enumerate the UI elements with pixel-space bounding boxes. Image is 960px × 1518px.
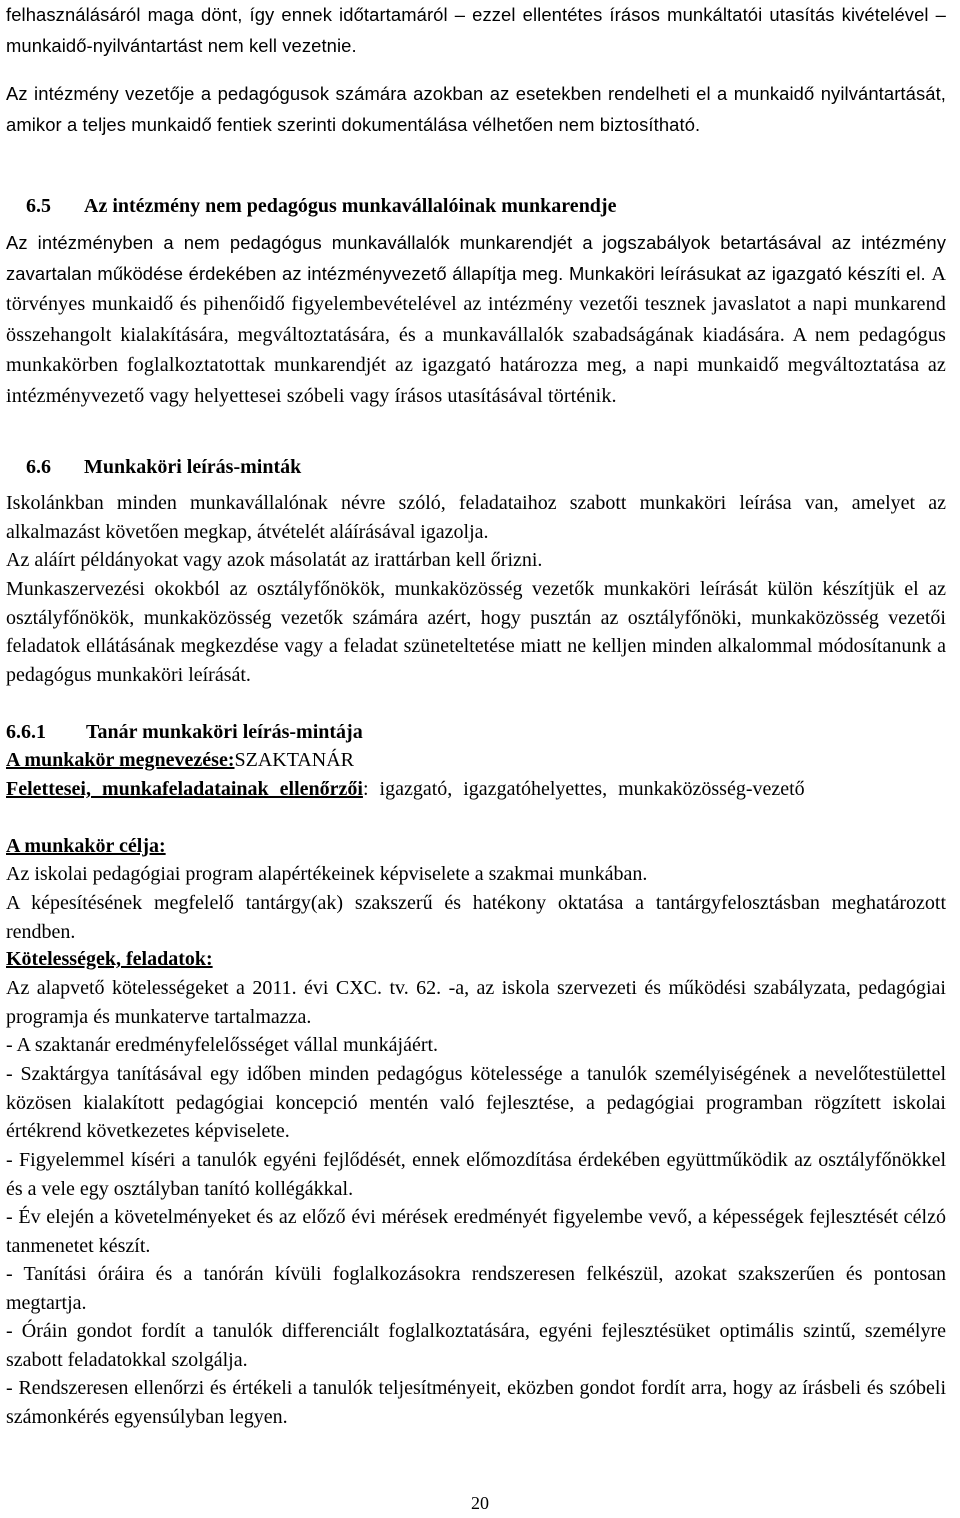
section-title: Az intézmény nem pedagógus munkavállalóinak munkarendje — [84, 195, 617, 217]
page-number: 20 — [471, 1493, 489, 1513]
supervisors-value: : igazgató, igazgatóhelyettes, munkaközösség-vezető — [362, 778, 805, 800]
intro-paragraph-1: felhasználásáról maga dönt, így ennek időtartamáról – ezzel ellentétes írásos munkáltatói utasítás kivételével – munkaidő-nyilvántartást nem kell vezetnie. — [6, 4, 946, 56]
duty-item: - Tanítási óráira és a tanórán kívüli foglalkozásokra rendszeresen felkészül, azokat szakszerűen és pontosan megtartja. — [6, 1263, 946, 1314]
duty-item: - Szaktárgya tanításával egy időben minden pedagógus kötelessége a tanulók személyiségének a nevelőtestülettel közösen kialakított pedagógiai koncepció mentén való fejlesztése, a pedagógiai programban rögzített iskolai értékrend következetes képviselete. — [6, 1063, 946, 1142]
intro-paragraph-2: Az intézmény vezetője a pedagógusok számára azokban az esetekben rendelheti el a munkaidő nyilvántartását, amikor a teljes munkaidő fentiek szerinti dokumentálása vélhetően nem biztosítható. — [6, 83, 946, 135]
section-6-6-1-heading — [6, 718, 946, 746]
duty-item: - Figyelemmel kíséri a tanulók egyéni fejlődését, ennek előmozdítása érdekében együttműködik az osztályfőnökkel és a vele egy osztályban tanító kollégákkal. — [6, 1149, 946, 1200]
job-name-value: SZAKTANÁR — [234, 749, 355, 771]
duty-item: - Rendszeresen ellenőrzi és értékeli a tanulók teljesítményeit, eközben gondot fordít arra, hogy az írásbeli és szóbeli számonkérés egyensúlyban legyen. — [6, 1377, 946, 1428]
section-number: 6.5 — [26, 195, 51, 217]
job-name-line — [6, 746, 946, 775]
goal-label: A munkakör célja: — [6, 835, 166, 857]
section-6-6-paragraph-2: Az aláírt példányokat vagy azok másolatát az irattárban kell őrizni. — [6, 549, 543, 571]
section-6-6-paragraph-3: Munkaszervezési okokból az osztályfőnökök, munkaközösség vezetők munkaköri leírását külön készítjük el az osztályfőnökök, munkaközösség vezetők számára azért, hogy pusztán az osztályfőnöki, munkaközösség vezetői feladatok ellátásának megkezdése vagy a feladat szüneteltetése miatt ne kelljen minden alkalommal módosítanunk a pedagógus munkaköri leírását. — [6, 578, 946, 686]
section-number: 6.6 — [26, 456, 51, 478]
supervisors-line — [6, 775, 936, 804]
section-6-5-body-sans: Az intézményben a nem pedagógus munkavállalók munkarendjét a jogszabályok betartásával az intézmény zavartalan működése érdekében az intézményvezető állapítja meg. Munkaköri leírásukat az igazgató készíti el. — [6, 232, 946, 284]
duty-item: - Év elején a követelményeket és az előző évi mérések eredményét figyelembe vevő, a képességek fejlesztését célzó tanmenetet készít. — [6, 1206, 946, 1257]
duty-item: - Óráin gondot fordít a tanulók differenciált foglalkoztatására, egyéni fejlesztésüket optimális szintű, személyre szabott feladatokkal szolgálja. — [6, 1320, 946, 1371]
section-6-5-body-serif: A törvényes munkaidő és pihenőidő figyelembevételével az intézmény vezetői tesznek javaslatot a napi munkarend összehangolt kialakítására, megváltoztatására, és a munkavállalók szabadságának kiadására. A nem pedagógus munkakörben foglalkoztatottak munkarendjét az igazgató határozza meg, a napi munkaidő megváltoztatása az intézményvezető vagy helyettesei szóbeli vagy írásos utasításával történik. — [6, 262, 946, 407]
section-title: Munkaköri leírás-minták — [84, 456, 302, 478]
section-6-5-heading — [26, 192, 946, 220]
section-number: 6.6.1 — [6, 721, 46, 743]
supervisors-label: Felettesei, munkafeladatainak ellenőrzői — [6, 778, 363, 800]
section-6-5-body — [6, 228, 946, 411]
section-title: Tanár munkaköri leírás-mintája — [86, 721, 363, 743]
section-6-6-heading — [26, 453, 946, 481]
goal-paragraph-1: Az iskolai pedagógiai program alapértékeinek képviselete a szakmai munkában. — [6, 863, 648, 885]
goal-paragraph-2: A képesítésének megfelelő tantárgy(ak) szakszerű és hatékony oktatása a tantárgyfelosztásban meghatározott rendben. — [6, 892, 946, 943]
duties-label: Kötelességek, feladatok: — [6, 948, 213, 970]
job-name-label: A munkakör megnevezése: — [6, 749, 235, 771]
section-6-6-paragraph-1: Iskolánkban minden munkavállalónak névre szóló, feladataihoz szabott munkaköri leírása van, amelyet az alkalmazást követően megkap, átvételét aláírásával igazolja. — [6, 492, 946, 543]
duty-item: Az alapvető kötelességeket a 2011. évi CXC. tv. 62. -a, az iskola szervezeti és működési szabályzata, pedagógiai programja és munkaterve tartalmazza. — [6, 977, 946, 1028]
duty-item: - A szaktanár eredményfelelősséget vállal munkájáért. — [6, 1034, 439, 1056]
